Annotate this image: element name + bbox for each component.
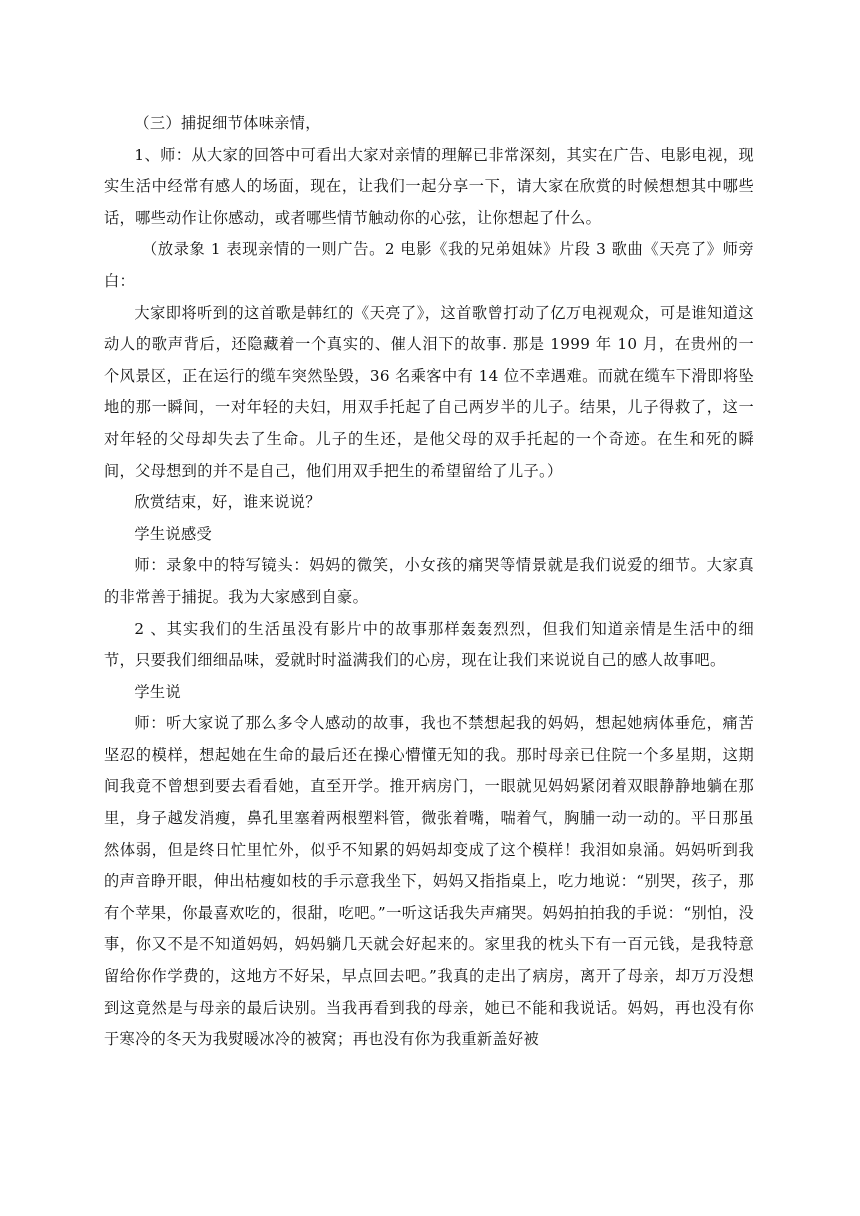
document-body: [104, 108, 754, 1056]
paragraph-teacher-story: 师：听大家说了那么多令人感动的故事，我也不禁想起我的妈妈，想起她病体垂危，痛苦坚忍的模样，想起她在生命的最后还在操心懵懂无知的我。那时母亲已住院一个多星期，这期间我竟不曾想到要去看看她，直至开学。推开病房门，一眼就见妈妈紧闭着双眼静静地躺在那里，身子越发消瘦，鼻孔里塞着两根塑料管，微张着嘴，喘着气，胸脯一动一动的。平日那虽然体弱，但是终日忙里忙外，似乎不知累的妈妈却变成了这个模样！我泪如泉涌。妈妈听到我的声音睁开眼，伸出枯瘦如枝的手示意我坐下，妈妈又指指桌上，吃力地说：“别哭，孩子，那有个苹果，你最喜欢吃的，很甜，吃吧。”一听这话我失声痛哭。妈妈拍拍我的手说：“别怕，没事，你又不是不知道妈妈，妈妈躺几天就会好起来的。家里我的枕头下有一百元钱，是我特意留给你作学费的，这地方不好呆，早点回去吧。”我真的走出了病房，离开了母亲，却万万没想到这竟然是与母亲的最后诀别。当我再看到我的母亲，她已不能和我说话。妈妈，再也没有你于寒冷的冬天为我熨暖冰冷的被窝；再也没有你为我重新盖好被: [104, 714, 754, 1049]
section-heading: （三）捕捉细节体味亲情，: [134, 114, 321, 132]
paragraph-song-story: 大家即将听到的这首歌是韩红的《天亮了》，这首歌曾打动了亿万电视观众，可是谁知道这动人的歌声背后，还隐藏着一个真实的、催人泪下的故事. 那是 1999 年 10 月，在贵州的一个风景区，正在运行的缆车突然坠毁，36 名乘客中有 14 位不幸遇难。而就在缆车下滑即将坠地的那一瞬间，一对年轻的夫妇，用双手托起了自己两岁半的儿子。结果，儿子得救了，这一对年轻的父母却失去了生命。儿子的生还，是他父母的双手托起的一个奇迹。在生和死的瞬间，父母想到的并不是自己，他们用双手把生的希望留给了儿子。）: [104, 303, 754, 480]
paragraph-teacher-intro: 1、师：从大家的回答中可看出大家对亲情的理解已非常深刻，其实在广告、电影电视，现实生活中经常有感人的场面，现在，让我们一起分享一下，请大家在欣赏的时候想想其中哪些话，哪些动作让你感动，或者哪些情节触动你的心弦，让你想起了什么。: [104, 145, 754, 227]
paragraph-student-feelings: 学生说感受: [134, 524, 213, 543]
paragraph-students-speak: 学生说: [134, 682, 182, 701]
paragraph-video-note: （放录象 1 表现亲情的一则广告。2 电影《我的兄弟姐妹》片段 3 歌曲《天亮了》师旁白：: [104, 240, 754, 290]
paragraph-teacher-comment: 师：录象中的特写镜头：妈妈的微笑，小女孩的痛哭等情景就是我们说爱的细节。大家真的非常善于捕捉。我为大家感到自豪。: [104, 556, 754, 606]
paragraph-own-stories: 2 、其实我们的生活虽没有影片中的故事那样轰轰烈烈，但我们知道亲情是生活中的细节，只要我们细细品味，爱就时时溢满我们的心房，现在让我们来说说自己的感人故事吧。: [104, 619, 754, 670]
paragraph-after-viewing: 欣赏结束，好，谁来说说？: [134, 493, 321, 512]
